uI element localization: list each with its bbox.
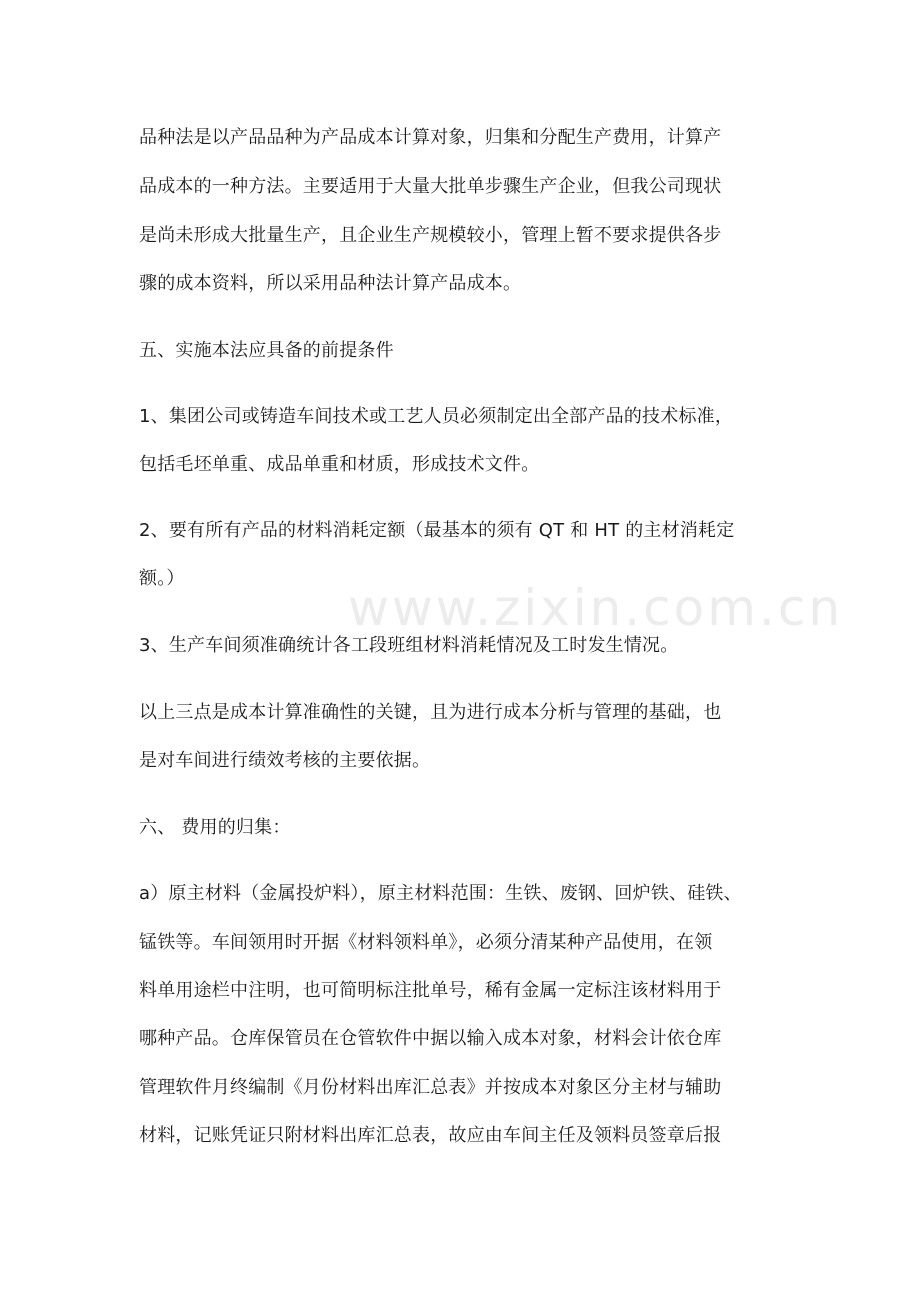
list-item-1: 包括毛坯单重、成品单重和材质，形成技术文件。 xyxy=(139,454,540,475)
list-item-a: 料单用途栏中注明，也可简明标注批单号，稀有金属一定标注该材料用于 xyxy=(139,980,722,1001)
list-item-a: 锰铁等。车间领用时开据《材料领料单》，必须分清某种产品使用，在领 xyxy=(139,932,713,953)
list-item-a: 材料，记账凭证只附材料出库汇总表，故应由车间主任及领料员签章后报 xyxy=(139,1125,722,1146)
summary-paragraph: 是对车间进行绩效考核的主要依据。 xyxy=(139,750,431,771)
watermark: www.zixin.com.cn xyxy=(348,579,844,637)
section-heading-5: 五、实施本法应具备的前提条件 xyxy=(139,340,394,361)
paragraph-line: 品成本的一种方法。主要适用于大量大批单步骤生产企业，但我公司现状 xyxy=(139,176,722,197)
list-item-2: 额。） xyxy=(139,568,185,589)
paragraph-line: 品种法是以产品品种为产品成本计算对象，归集和分配生产费用，计算产 xyxy=(139,127,722,148)
section-heading-6: 六、 费用的归集： xyxy=(139,817,291,838)
list-item-a: a）原主材料（金属投炉料），原主材料范围：生铁、废钢、回炉铁、硅铁、 xyxy=(139,883,742,904)
list-item-2: 2、要有所有产品的材料消耗定额（最基本的须有 QT 和 HT 的主材消耗定 xyxy=(139,520,735,541)
paragraph-line: 骤的成本资料，所以采用品种法计算产品成本。 xyxy=(139,273,522,294)
list-item-a: 哪种产品。仓库保管员在仓管软件中据以输入成本对象，材料会计依仓库 xyxy=(139,1028,722,1049)
paragraph-line: 是尚未形成大批量生产，且企业生产规模较小，管理上暂不要求提供各步 xyxy=(139,225,722,246)
list-item-1: 1、集团公司或铸造车间技术或工艺人员必须制定出全部产品的技术标准， xyxy=(139,406,734,427)
list-item-3: 3、生产车间须准确统计各工段班组材料消耗情况及工时发生情况。 xyxy=(139,635,679,656)
list-item-a: 管理软件月终编制《月份材料出库汇总表》并按成本对象区分主材与辅助 xyxy=(139,1077,722,1098)
summary-paragraph: 以上三点是成本计算准确性的关键，且为进行成本分析与管理的基础，也 xyxy=(139,702,722,723)
